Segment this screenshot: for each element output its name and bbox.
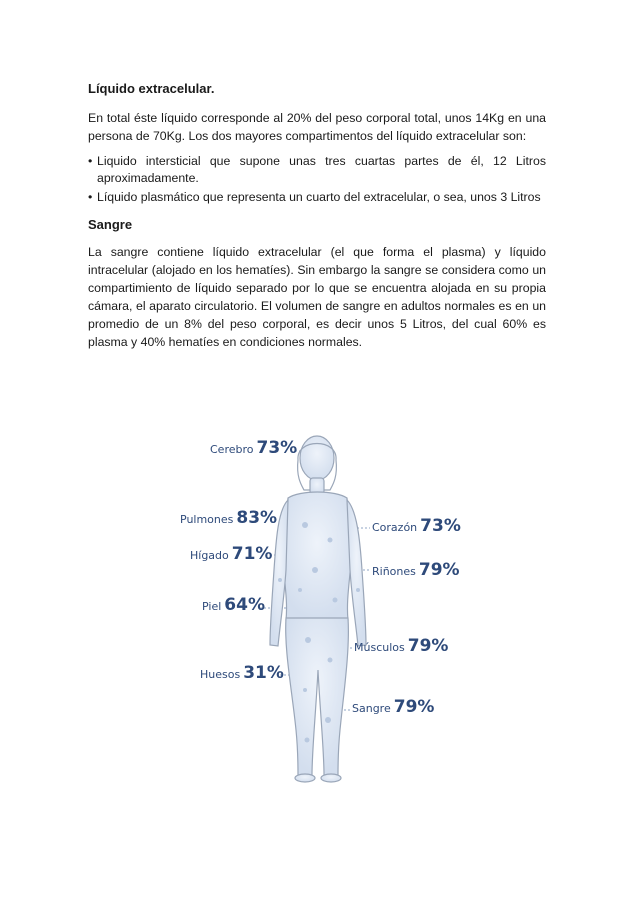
human-body-illustration	[170, 430, 470, 810]
label-corazon	[372, 516, 461, 536]
bullet-icon: •	[88, 154, 93, 168]
label-name: Piel	[202, 600, 222, 613]
label-name: Corazón	[372, 521, 418, 534]
label-value: 71%	[231, 544, 273, 564]
label-pulmones	[180, 508, 277, 528]
label-value: 64%	[224, 595, 265, 615]
label-value: 73%	[420, 516, 461, 536]
label-value: 79%	[418, 560, 460, 580]
section-title-blood: Sangre	[88, 217, 133, 232]
bullet-text: Líquido plasmático que representa un cuarto del extracelular, o sea, unos 3 Litros	[97, 190, 541, 204]
label-huesos	[200, 663, 284, 683]
list-item	[88, 153, 546, 187]
label-name: Pulmones	[180, 513, 234, 526]
label-higado	[190, 544, 272, 564]
label-piel	[202, 595, 265, 615]
document-content	[88, 80, 546, 359]
label-value: 79%	[407, 636, 449, 656]
bullet-list	[88, 153, 546, 206]
label-rinones	[372, 560, 460, 580]
list-item	[88, 189, 546, 206]
paragraph-blood: La sangre contiene líquido extracelular (el que forma el plasma) y líquido intracelular (alojado en los hematíes). Sin embargo la sangre se considera como un compartimiento de líquido separado por lo que se encuentra alojada en su propia cámara, el aparato circulatorio. El volumen de sangre en adultos normales es en un promedio de un 8% del peso corporal, es decir unos 5 Litros, del cual 60% es plasma y 40% hematíes en condiciones normales.	[88, 245, 546, 349]
label-value: 83%	[236, 508, 278, 528]
label-musculos	[354, 636, 448, 656]
label-cerebro	[210, 438, 297, 458]
body-water-figure	[170, 430, 470, 810]
label-value: 73%	[256, 438, 298, 458]
label-name: Cerebro	[210, 443, 254, 456]
bullet-text: Liquido intersticial que supone unas tres cuartas partes de él, 12 Litros aproximadamente.	[97, 154, 546, 185]
label-name: Hígado	[190, 549, 229, 562]
label-name: Sangre	[352, 702, 391, 715]
label-name: Riñones	[372, 565, 416, 578]
section-title-extracellular: Líquido extracelular.	[88, 81, 215, 96]
bullet-icon: •	[88, 190, 93, 204]
label-name: Músculos	[354, 641, 405, 654]
label-name: Huesos	[200, 668, 241, 681]
label-value: 31%	[243, 663, 284, 683]
label-sangre	[352, 697, 434, 717]
body-silhouette	[270, 436, 366, 782]
paragraph-extracellular: En total éste líquido corresponde al 20% del peso corporal total, unos 14Kg en una persona de 70Kg. Los dos mayores compartimentos del líquido extracelular son:	[88, 111, 546, 143]
label-value: 79%	[393, 697, 435, 717]
